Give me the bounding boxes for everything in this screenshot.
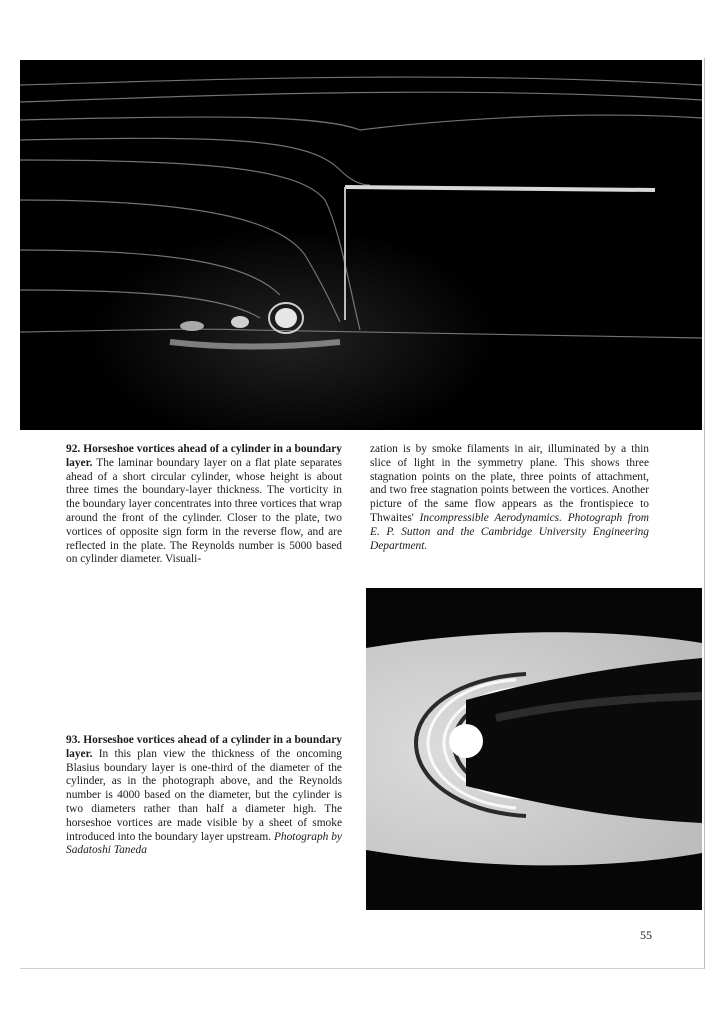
figure-93-photograph	[366, 588, 702, 910]
caption-text: The laminar boundary layer on a flat plate separates ahead of a short circular cylinder, whose height is about three times the boundary-layer thickness. The vorticity in the boundary layer concentrates into three vortices that wrap around the front of the cylinder. Closer to the plate, two vortices of opposite sign form in the reverse flow, and are reflected in the plate. The Reynolds number is 5000 based on cylinder diameter. Visuali-	[66, 456, 342, 566]
figure-92-photograph	[20, 60, 702, 430]
caption-text: In this plan view the thickness of the oncoming Blasius boundary layer is one-third of the diameter of the cylinder, as in the photograph above, and the Reynolds number is 4000 based on the diameter, but the cylinder is two diameters rather than half a diameter high. The horseshoe vortices are made visible by a sheet of smoke introduced into the boundary layer upstream.	[66, 747, 343, 843]
photo-credit: Photograph by Sadatoshi Taneda	[66, 830, 342, 857]
page-number: 55	[640, 928, 652, 942]
figure-number: 93.	[66, 734, 81, 746]
figure-title: Horseshoe vortices ahead of a cylinder in a boundary layer.	[66, 443, 342, 469]
figure-number: 92.	[66, 443, 81, 455]
photo-credit: Photograph from E. P. Sutton and the Cambridge University Engineering Department.	[370, 511, 650, 552]
figure-title: Horseshoe vortices ahead of a cylinder in a boundary layer.	[66, 734, 342, 760]
figure-92-caption-continued	[370, 443, 649, 553]
figure-92-caption	[66, 443, 342, 567]
caption-text: zation is by smoke filaments in air, illuminated by a thin slice of light in the symmetry plane. This shows three stagnation points on the plate, three points of attachment, and two free stagnation points between the vortices. Another picture of the same flow appears as the frontispiece to Thwaites'	[370, 443, 649, 524]
book-title: Incompressible Aerodynamics.	[419, 511, 562, 524]
figure-93-caption	[66, 734, 342, 858]
